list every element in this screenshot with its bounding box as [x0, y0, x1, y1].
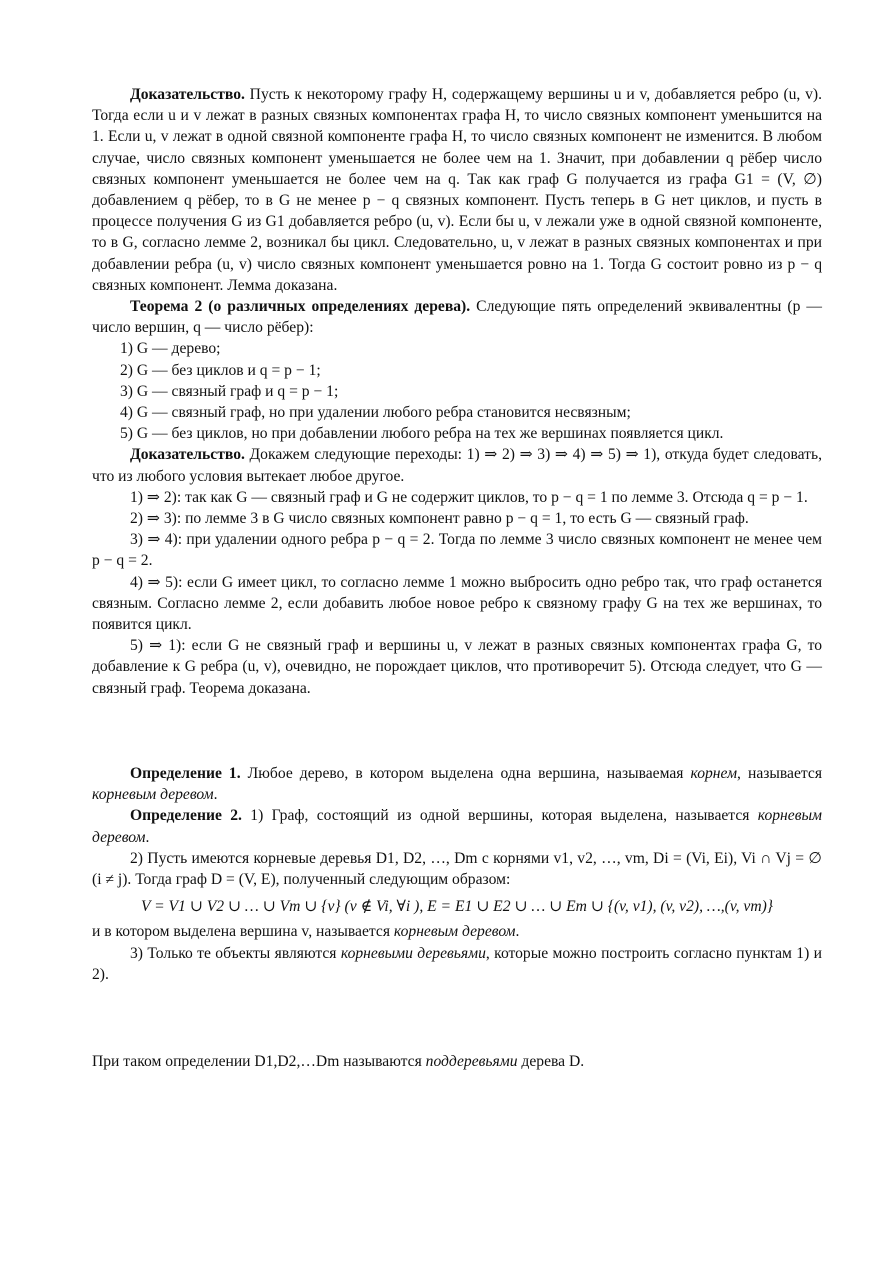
subtrees-note — [92, 1051, 832, 1072]
theorem-item: 1) G — дерево; — [120, 340, 221, 358]
definition-1 — [92, 763, 822, 805]
proof-step: 3) ⇒ 4): при удалении одного ребра p − q = 2. Тогда по лемме 3 число связных компонент не менее чем p − q = 2. — [92, 531, 822, 570]
theorem-proof — [92, 444, 822, 486]
document-body — [92, 84, 822, 985]
lemma-proof — [92, 84, 822, 296]
definition-2 — [92, 805, 822, 847]
definition-text: 1) Граф, состоящий из одной вершины, которая выделена, называется — [241, 807, 758, 825]
theorem-item: 5) G — без циклов, но при добавлении любого ребра на тех же вершинах появляется цикл. — [120, 425, 724, 443]
theorem-text: Следующие пять определений эквивалентны (p — число вершин, q — число рёбер): — [92, 298, 822, 337]
term-rooted-tree: корневым деревом — [92, 786, 214, 804]
proof-text: Докажем следующие переходы: 1) ⇒ 2) ⇒ 3) ⇒ 4) ⇒ 5) ⇒ 1), откуда будет следовать, что из любого условия вытекает любое другое. — [92, 446, 822, 485]
term-rooted-tree: корневым деревом — [393, 923, 516, 941]
definition-label: Определение 1. — [130, 764, 241, 782]
proof-label: Доказательство. — [130, 446, 245, 464]
theorem-label: Теорема 2 (о различных определениях дерева). — [130, 298, 471, 316]
definition-text: и в котором выделена вершина v, называется — [92, 923, 394, 941]
definition-text: , называется — [737, 764, 822, 782]
proof-step: 1) ⇒ 2): так как G — связный граф и G не содержит циклов, то p − q = 1 по лемме 3. Отсюда q = p − 1. — [130, 488, 808, 506]
proof-text: Пусть к некоторому графу H, содержащему вершины u и v, добавляется ребро (u, v). Тогда если u и v лежат в разных связных компонентах графа H, то число связных компонент уменьшится на 1. Если u, v лежат в одной связной компоненте графа H, то число связных компонент не изменится. В любом случае, число связных компонент уменьшается не более чем на 1. Значит, при добавлении q рёбер число связных компонент уменьшается не более чем на q. Так как граф G получается из графа G1 = (V, ∅) добавлением q рёбер, то в G не менее p − q связных компонент. Пусть теперь в G нет циклов, и пусть в процессе получения G из G1 добавляется ребро (u, v). Если бы u, v лежали уже в одной связной компоненте, то в G, согласно лемме 2, возникал бы цикл. Следовательно, u, v лежат в разных связных компонентах и при добавлении ребра (u, v) число связных компонент уменьшается ровно на 1. Тогда G состоит ровно из p − q связных компонент. Лемма доказана. — [92, 86, 822, 294]
definition-2-part-2: 2) Пусть имеются корневые деревья D1, D2, …, Dm с корнями v1, v2, …, vm, Di = (Vi, Ei), Vi ∩ Vj = ∅ (i ≠ j). Тогда граф D = (V, E), полученный следующим образом: — [92, 849, 822, 888]
note-text: дерева D. — [517, 1053, 585, 1070]
theorem-item: 2) G — без циклов и q = p − 1; — [120, 361, 321, 379]
term-subtrees: поддеревьями — [425, 1053, 518, 1070]
definition-text: 3) Только те объекты являются — [130, 944, 341, 962]
proof-step: 2) ⇒ 3): по лемме 3 в G число связных компонент равно p − q = 1, то есть G — связный граф. — [130, 510, 749, 528]
term-root: корнем — [690, 764, 738, 782]
definition-text: . — [213, 786, 218, 804]
term-rooted-tree: корневым деревом — [92, 807, 822, 846]
proof-step: 5) ⇒ 1): если G не связный граф и вершины u, v лежат в разных связных компонентах графа G, то добавление к G ребра (u, v), очевидно, не порождает циклов, что противоречит 5). Отсюда следует, что G — связный граф. Теорема доказана. — [92, 637, 822, 697]
definition-2-continuation — [92, 921, 822, 942]
definition-text: Любое дерево, в котором выделена одна вершина, называемая — [240, 764, 691, 782]
proof-step: 4) ⇒ 5): если G имеет цикл, то согласно лемме 1 можно выбросить одно ребро так, что граф останется связным. Согласно лемме 2, если добавить любое новое ребро к связному графу G на тех же вершинах, то появится цикл. — [92, 573, 822, 634]
theorem-2 — [92, 296, 822, 338]
theorem-item: 4) G — связный граф, но при удалении любого ребра становится несвязным; — [120, 404, 631, 422]
definition-text: . — [145, 828, 150, 846]
term-rooted-trees: корневыми деревьями — [340, 944, 486, 962]
definition-2-part-3 — [92, 943, 822, 985]
proof-label: Доказательство. — [130, 86, 245, 103]
formula: V = V1 ∪ V2 ∪ … ∪ Vm ∪ {v} (v ∉ Vi, ∀i ), E = E1 ∪ E2 ∪ … ∪ Em ∪ {(v, v1), (v, v2), …,(v, vm)} — [140, 898, 774, 916]
theorem-item: 3) G — связный граф и q = p − 1; — [120, 382, 339, 400]
definition-text: , которые можно построить согласно пунктам 1) и 2). — [92, 944, 823, 983]
definition-text: . — [515, 923, 520, 941]
definition-label: Определение 2. — [130, 807, 242, 825]
note-text: При таком определении D1,D2,…Dm называются — [92, 1053, 426, 1070]
